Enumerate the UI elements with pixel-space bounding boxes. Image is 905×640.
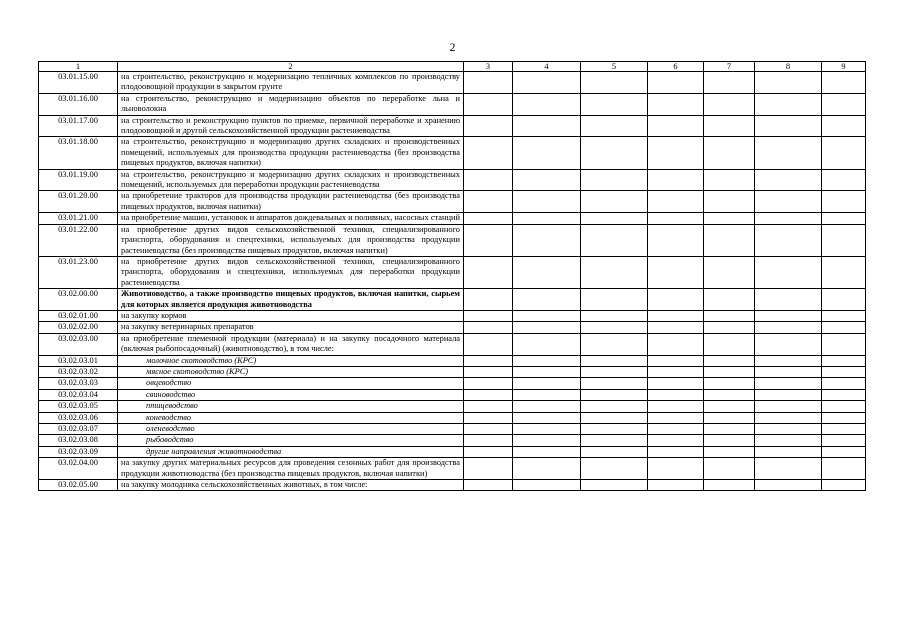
- value-cell: [513, 191, 581, 213]
- row-description: на приобретение других видов сельскохозяйственной техники, специализированного транспорта, оборудования и спецтехники, используемых для производства продукции растениеводства (без производства пищевых продуктов, включая напитки): [118, 224, 464, 256]
- value-cell: [581, 72, 648, 94]
- value-cell: [513, 333, 581, 355]
- table-row: [39, 333, 866, 355]
- column-header: 3: [464, 62, 513, 72]
- row-description: коневодство: [118, 412, 464, 423]
- value-cell: [513, 378, 581, 389]
- table-row: [39, 401, 866, 412]
- value-cell: [648, 412, 704, 423]
- value-cell: [581, 389, 648, 400]
- value-cell: [704, 355, 755, 366]
- value-cell: [822, 93, 866, 115]
- value-cell: [755, 366, 822, 377]
- value-cell: [704, 115, 755, 137]
- value-cell: [581, 289, 648, 311]
- table-row: [39, 256, 866, 288]
- value-cell: [648, 322, 704, 333]
- value-cell: [513, 435, 581, 446]
- value-cell: [513, 115, 581, 137]
- value-cell: [704, 378, 755, 389]
- value-cell: [704, 137, 755, 169]
- value-cell: [704, 191, 755, 213]
- value-cell: [822, 256, 866, 288]
- column-number-row: [39, 62, 866, 72]
- table-row: [39, 446, 866, 457]
- row-code: 03.02.03.08: [39, 435, 118, 446]
- row-code: 03.02.00.00: [39, 289, 118, 311]
- value-cell: [704, 435, 755, 446]
- value-cell: [822, 355, 866, 366]
- row-description: свиноводство: [118, 389, 464, 400]
- value-cell: [755, 191, 822, 213]
- table-row: [39, 412, 866, 423]
- value-cell: [822, 446, 866, 457]
- value-cell: [513, 480, 581, 491]
- value-cell: [581, 256, 648, 288]
- value-cell: [464, 366, 513, 377]
- value-cell: [648, 191, 704, 213]
- value-cell: [464, 169, 513, 191]
- row-description: на приобретение других видов сельскохозяйственной техники, специализированного транспорта, оборудования и спецтехники, используемых для переработки продукции растениеводства: [118, 256, 464, 288]
- value-cell: [822, 310, 866, 321]
- row-description: на приобретение племенной продукции (материала) и на закупку посадочного материала (включая рыбопосадочный) (животноводство), в том числе:: [118, 333, 464, 355]
- value-cell: [513, 355, 581, 366]
- value-cell: [581, 366, 648, 377]
- row-code: 03.01.21.00: [39, 213, 118, 224]
- value-cell: [513, 424, 581, 435]
- value-cell: [755, 355, 822, 366]
- column-header: 8: [755, 62, 822, 72]
- value-cell: [464, 115, 513, 137]
- value-cell: [704, 213, 755, 224]
- table-row: [39, 213, 866, 224]
- value-cell: [513, 322, 581, 333]
- value-cell: [464, 137, 513, 169]
- row-code: 03.01.16.00: [39, 93, 118, 115]
- value-cell: [513, 401, 581, 412]
- table-row: [39, 93, 866, 115]
- table-row: [39, 224, 866, 256]
- value-cell: [822, 458, 866, 480]
- row-code: 03.02.04.00: [39, 458, 118, 480]
- row-description: на строительство, реконструкцию и модернизацию объектов по переработке льна и льноволокна: [118, 93, 464, 115]
- value-cell: [581, 322, 648, 333]
- value-cell: [704, 446, 755, 457]
- row-code: 03.01.22.00: [39, 224, 118, 256]
- row-description: на закупку ветеринарных препаратов: [118, 322, 464, 333]
- value-cell: [581, 310, 648, 321]
- column-header: 2: [118, 62, 464, 72]
- table-row: [39, 366, 866, 377]
- value-cell: [464, 93, 513, 115]
- value-cell: [464, 355, 513, 366]
- value-cell: [755, 224, 822, 256]
- value-cell: [581, 401, 648, 412]
- column-header: 6: [648, 62, 704, 72]
- value-cell: [581, 333, 648, 355]
- row-description: на закупку других материальных ресурсов для проведения сезонных работ для производства продукции животноводства (без производства пищевых продуктов, включая напитки): [118, 458, 464, 480]
- value-cell: [513, 412, 581, 423]
- value-cell: [513, 224, 581, 256]
- value-cell: [464, 322, 513, 333]
- value-cell: [648, 366, 704, 377]
- value-cell: [648, 169, 704, 191]
- row-description: на строительство, реконструкцию и модернизацию тепличных комплексов по производству плодоовощной продукции в закрытом грунте: [118, 72, 464, 94]
- table-row: [39, 389, 866, 400]
- value-cell: [581, 355, 648, 366]
- value-cell: [464, 224, 513, 256]
- value-cell: [822, 366, 866, 377]
- value-cell: [822, 115, 866, 137]
- value-cell: [755, 310, 822, 321]
- value-cell: [704, 424, 755, 435]
- table-row: [39, 72, 866, 94]
- value-cell: [755, 446, 822, 457]
- value-cell: [704, 93, 755, 115]
- value-cell: [704, 412, 755, 423]
- value-cell: [581, 93, 648, 115]
- row-code: 03.01.18.00: [39, 137, 118, 169]
- row-code: 03.02.01.00: [39, 310, 118, 321]
- table-row: [39, 435, 866, 446]
- table-row: [39, 115, 866, 137]
- value-cell: [513, 289, 581, 311]
- value-cell: [755, 256, 822, 288]
- column-header: 9: [822, 62, 866, 72]
- value-cell: [648, 224, 704, 256]
- value-cell: [704, 322, 755, 333]
- value-cell: [648, 480, 704, 491]
- row-code: 03.01.20.00: [39, 191, 118, 213]
- value-cell: [581, 378, 648, 389]
- value-cell: [581, 191, 648, 213]
- row-code: 03.02.02.00: [39, 322, 118, 333]
- value-cell: [648, 424, 704, 435]
- row-description: на строительство, реконструкцию и модернизацию других складских и производственных помещений, используемых для переработки продукции растениеводства: [118, 169, 464, 191]
- value-cell: [704, 72, 755, 94]
- value-cell: [648, 458, 704, 480]
- table-row: [39, 480, 866, 491]
- value-cell: [755, 378, 822, 389]
- value-cell: [581, 213, 648, 224]
- value-cell: [464, 213, 513, 224]
- row-code: 03.02.03.06: [39, 412, 118, 423]
- value-cell: [464, 412, 513, 423]
- value-cell: [704, 389, 755, 400]
- value-cell: [755, 115, 822, 137]
- value-cell: [755, 333, 822, 355]
- row-code: 03.02.03.03: [39, 378, 118, 389]
- value-cell: [755, 213, 822, 224]
- column-header: 7: [704, 62, 755, 72]
- value-cell: [648, 435, 704, 446]
- value-cell: [704, 289, 755, 311]
- value-cell: [822, 480, 866, 491]
- value-cell: [648, 213, 704, 224]
- value-cell: [755, 389, 822, 400]
- row-description: овцеводство: [118, 378, 464, 389]
- table-row: [39, 424, 866, 435]
- value-cell: [581, 224, 648, 256]
- value-cell: [755, 435, 822, 446]
- row-description: на приобретение машин, установок и аппаратов дождевальных и поливных, насосных станций: [118, 213, 464, 224]
- value-cell: [581, 480, 648, 491]
- table-row: [39, 137, 866, 169]
- value-cell: [648, 93, 704, 115]
- value-cell: [513, 389, 581, 400]
- value-cell: [581, 446, 648, 457]
- value-cell: [704, 458, 755, 480]
- value-cell: [513, 458, 581, 480]
- value-cell: [648, 401, 704, 412]
- value-cell: [464, 458, 513, 480]
- column-header: 4: [513, 62, 581, 72]
- value-cell: [704, 366, 755, 377]
- value-cell: [513, 446, 581, 457]
- value-cell: [513, 256, 581, 288]
- value-cell: [648, 310, 704, 321]
- value-cell: [822, 137, 866, 169]
- row-code: 03.02.03.05: [39, 401, 118, 412]
- value-cell: [581, 424, 648, 435]
- value-cell: [648, 137, 704, 169]
- value-cell: [648, 289, 704, 311]
- value-cell: [822, 435, 866, 446]
- value-cell: [822, 213, 866, 224]
- value-cell: [464, 435, 513, 446]
- value-cell: [513, 310, 581, 321]
- row-description: молочное скотоводство (КРС): [118, 355, 464, 366]
- table-row: [39, 169, 866, 191]
- value-cell: [822, 169, 866, 191]
- value-cell: [822, 289, 866, 311]
- value-cell: [581, 115, 648, 137]
- value-cell: [648, 389, 704, 400]
- row-code: 03.02.03.01: [39, 355, 118, 366]
- row-description: рыбоводство: [118, 435, 464, 446]
- value-cell: [464, 424, 513, 435]
- value-cell: [464, 256, 513, 288]
- value-cell: [464, 378, 513, 389]
- value-cell: [648, 256, 704, 288]
- row-code: 03.01.15.00: [39, 72, 118, 94]
- table-row: [39, 355, 866, 366]
- row-code: 03.02.03.04: [39, 389, 118, 400]
- value-cell: [822, 191, 866, 213]
- row-code: 03.02.03.07: [39, 424, 118, 435]
- value-cell: [755, 289, 822, 311]
- value-cell: [704, 169, 755, 191]
- value-cell: [648, 72, 704, 94]
- row-description: на строительство, реконструкцию и модернизацию других складских и производственных помещений, используемых для производства продукции растениеводства (без производства пищевых продуктов, включая напитки): [118, 137, 464, 169]
- value-cell: [513, 213, 581, 224]
- row-description: оленеводство: [118, 424, 464, 435]
- value-cell: [464, 389, 513, 400]
- value-cell: [704, 401, 755, 412]
- value-cell: [464, 333, 513, 355]
- value-cell: [581, 458, 648, 480]
- row-code: 03.02.03.02: [39, 366, 118, 377]
- value-cell: [704, 333, 755, 355]
- value-cell: [755, 93, 822, 115]
- value-cell: [581, 435, 648, 446]
- row-description: на приобретение тракторов для производства продукции растениеводства (без производства пищевых продуктов, включая напитки): [118, 191, 464, 213]
- table-row: [39, 322, 866, 333]
- value-cell: [822, 322, 866, 333]
- value-cell: [464, 480, 513, 491]
- value-cell: [704, 310, 755, 321]
- value-cell: [464, 401, 513, 412]
- value-cell: [755, 72, 822, 94]
- value-cell: [704, 256, 755, 288]
- value-cell: [755, 322, 822, 333]
- row-code: 03.01.23.00: [39, 256, 118, 288]
- value-cell: [464, 289, 513, 311]
- value-cell: [648, 333, 704, 355]
- row-description: птицеводство: [118, 401, 464, 412]
- row-code: 03.02.05.00: [39, 480, 118, 491]
- value-cell: [755, 137, 822, 169]
- table-row: [39, 378, 866, 389]
- value-cell: [822, 389, 866, 400]
- value-cell: [822, 412, 866, 423]
- value-cell: [755, 169, 822, 191]
- row-description: на закупку кормов: [118, 310, 464, 321]
- row-code: 03.02.03.09: [39, 446, 118, 457]
- value-cell: [755, 412, 822, 423]
- table-row: [39, 458, 866, 480]
- budget-table: [38, 61, 866, 491]
- value-cell: [648, 115, 704, 137]
- value-cell: [704, 480, 755, 491]
- table-row: [39, 191, 866, 213]
- row-description: Животноводство, а также производство пищевых продуктов, включая напитки, сырьем для которых является продукция животноводства: [118, 289, 464, 311]
- row-code: 03.02.03.00: [39, 333, 118, 355]
- row-description: другие направления животноводства: [118, 446, 464, 457]
- value-cell: [513, 169, 581, 191]
- value-cell: [648, 446, 704, 457]
- value-cell: [513, 137, 581, 169]
- column-header: 5: [581, 62, 648, 72]
- value-cell: [822, 224, 866, 256]
- value-cell: [822, 424, 866, 435]
- value-cell: [755, 401, 822, 412]
- row-description: мясное скотоводство (КРС): [118, 366, 464, 377]
- table-body: [39, 72, 866, 491]
- row-code: 03.01.19.00: [39, 169, 118, 191]
- value-cell: [581, 412, 648, 423]
- value-cell: [755, 458, 822, 480]
- value-cell: [755, 480, 822, 491]
- table-row: [39, 289, 866, 311]
- row-description: на строительство и реконструкцию пунктов по приемке, первичной переработке и хранению плодоовощной и другой сельскохозяйственной продукции растениеводства: [118, 115, 464, 137]
- value-cell: [464, 72, 513, 94]
- value-cell: [513, 72, 581, 94]
- value-cell: [704, 224, 755, 256]
- value-cell: [464, 446, 513, 457]
- value-cell: [822, 333, 866, 355]
- value-cell: [648, 378, 704, 389]
- value-cell: [581, 169, 648, 191]
- row-description: на закупку молодняка сельскохозяйственных животных, в том числе:: [118, 480, 464, 491]
- page-number: 2: [449, 40, 456, 54]
- value-cell: [648, 355, 704, 366]
- value-cell: [822, 378, 866, 389]
- value-cell: [464, 310, 513, 321]
- row-code: 03.01.17.00: [39, 115, 118, 137]
- value-cell: [464, 191, 513, 213]
- value-cell: [822, 72, 866, 94]
- column-header: 1: [39, 62, 118, 72]
- value-cell: [513, 366, 581, 377]
- value-cell: [581, 137, 648, 169]
- value-cell: [755, 424, 822, 435]
- value-cell: [822, 401, 866, 412]
- table-row: [39, 310, 866, 321]
- value-cell: [513, 93, 581, 115]
